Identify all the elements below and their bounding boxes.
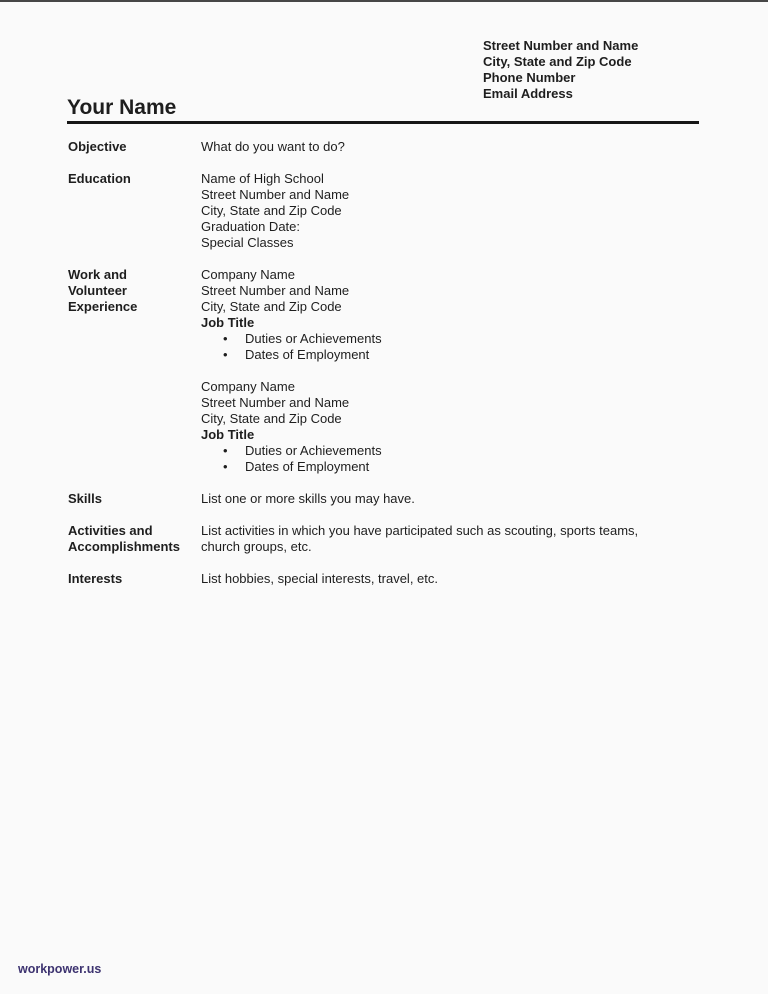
- contact-street: Street Number and Name: [483, 38, 639, 53]
- job-bullet: [201, 443, 698, 459]
- interests-label: Interests: [68, 571, 123, 586]
- job-city-state-zip: City, State and Zip Code: [201, 411, 342, 426]
- objective-content: What do you want to do?: [201, 139, 345, 154]
- activities-label-line: Accomplishments: [68, 539, 180, 554]
- activities-content: [201, 523, 698, 555]
- contact-block: [483, 38, 638, 102]
- education-content: [201, 171, 698, 251]
- job-title: Job Title: [201, 315, 255, 330]
- contact-phone: Phone Number: [483, 70, 576, 85]
- section-experience: [68, 267, 698, 475]
- watermark: workpower.us: [18, 962, 102, 976]
- job-bullet-text: Duties or Achievements: [245, 443, 382, 458]
- education-line: City, State and Zip Code: [201, 203, 342, 218]
- interests-content: List hobbies, special interests, travel, etc.: [201, 571, 439, 586]
- activities-label: [68, 523, 201, 555]
- bullet-icon: •: [223, 459, 228, 474]
- job-bullet: [201, 347, 698, 363]
- job-bullet: [201, 331, 698, 347]
- education-line: Name of High School: [201, 171, 324, 186]
- resume-body: [68, 139, 698, 587]
- job-city-state-zip: City, State and Zip Code: [201, 299, 342, 314]
- name-heading: Your Name: [67, 95, 699, 124]
- contact-email: Email Address: [483, 86, 573, 101]
- job-street: Street Number and Name: [201, 395, 350, 410]
- education-label: Education: [68, 171, 131, 186]
- bullet-icon: •: [223, 443, 228, 458]
- experience-label-line: Experience: [68, 299, 138, 314]
- job-block: [201, 267, 698, 363]
- section-interests: [68, 571, 698, 587]
- contact-city-state-zip: City, State and Zip Code: [483, 54, 632, 69]
- job-bullet-text: Duties or Achievements: [245, 331, 382, 346]
- section-skills: [68, 491, 698, 507]
- skills-content: List one or more skills you may have.: [201, 491, 415, 506]
- job-company: Company Name: [201, 379, 295, 394]
- job-company: Company Name: [201, 267, 295, 282]
- job-bullet-text: Dates of Employment: [245, 459, 370, 474]
- education-line: Street Number and Name: [201, 187, 350, 202]
- education-line: Special Classes: [201, 235, 294, 250]
- job-block: [201, 379, 698, 475]
- section-activities: [68, 523, 698, 555]
- section-education: [68, 171, 698, 251]
- experience-label-line: Volunteer: [68, 283, 127, 298]
- bullet-icon: •: [223, 331, 228, 346]
- education-line: Graduation Date:: [201, 219, 301, 234]
- experience-label: [68, 267, 201, 315]
- job-title: Job Title: [201, 427, 255, 442]
- bullet-icon: •: [223, 347, 228, 362]
- job-bullet: [201, 459, 698, 475]
- job-bullet-text: Dates of Employment: [245, 347, 370, 362]
- experience-content: [201, 267, 698, 475]
- activities-label-line: Activities and: [68, 523, 153, 538]
- skills-label: Skills: [68, 491, 102, 506]
- experience-label-line: Work and: [68, 267, 127, 282]
- job-street: Street Number and Name: [201, 283, 350, 298]
- activities-content-line: church groups, etc.: [201, 539, 312, 554]
- page-top-border: [0, 0, 768, 2]
- section-objective: [68, 139, 698, 155]
- objective-label: Objective: [68, 139, 127, 154]
- activities-content-line: List activities in which you have participated such as scouting, sports teams,: [201, 523, 639, 538]
